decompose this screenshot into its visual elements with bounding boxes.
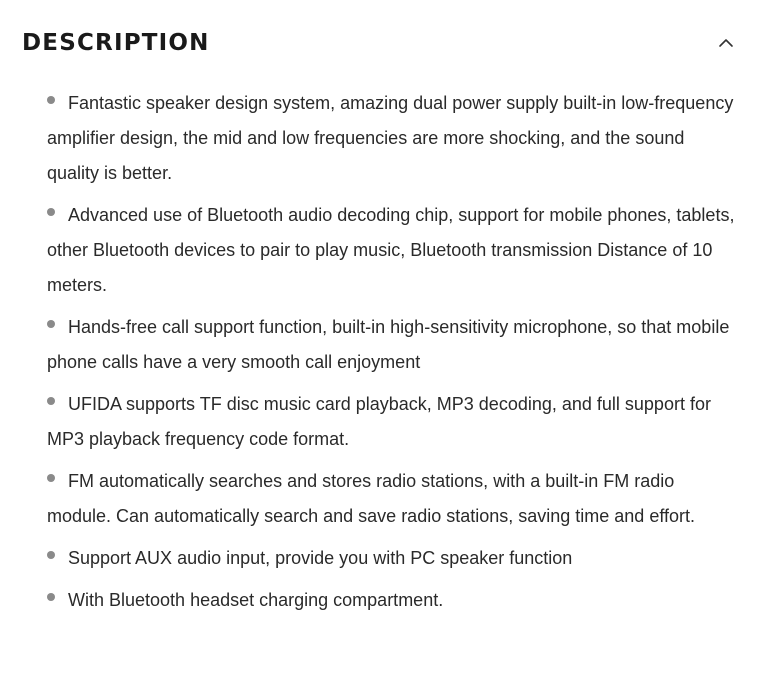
section-title: DESCRIPTION [22,30,210,56]
list-item [47,86,737,191]
list-item-text: With Bluetooth headset charging compartment. [68,590,444,610]
list-item [47,464,737,534]
list-item-text: Support AUX audio input, provide you with PC speaker function [68,548,573,568]
list-item-text: UFIDA supports TF disc music card playback, MP3 decoding, and full support for MP3 playback frequency code format. [47,394,711,449]
list-item [47,583,737,618]
bullet-icon [47,397,55,405]
description-list [47,86,737,625]
list-item [47,387,737,457]
list-item-text: Advanced use of Bluetooth audio decoding chip, support for mobile phones, tablets, other Bluetooth devices to pair to play music, Bluetooth transmission Distance of 10 meters. [47,205,735,295]
bullet-icon [47,551,55,559]
bullet-icon [47,320,55,328]
bullet-icon [47,208,55,216]
list-item [47,541,737,576]
list-item [47,310,737,380]
list-item-text: Fantastic speaker design system, amazing dual power supply built-in low-frequency amplifier design, the mid and low frequencies are more shocking, and the sound quality is better. [47,93,734,183]
list-item-text: Hands-free call support function, built-in high-sensitivity microphone, so that mobile phone calls have a very smooth call enjoyment [47,317,730,372]
bullet-icon [47,593,55,601]
accordion-header[interactable] [0,0,763,86]
chevron-up-icon[interactable] [713,30,739,56]
bullet-icon [47,96,55,104]
list-item-text: FM automatically searches and stores radio stations, with a built-in FM radio module. Can automatically search and save radio stations, saving time and effort. [47,471,696,526]
list-item [47,198,737,303]
bullet-icon [47,474,55,482]
